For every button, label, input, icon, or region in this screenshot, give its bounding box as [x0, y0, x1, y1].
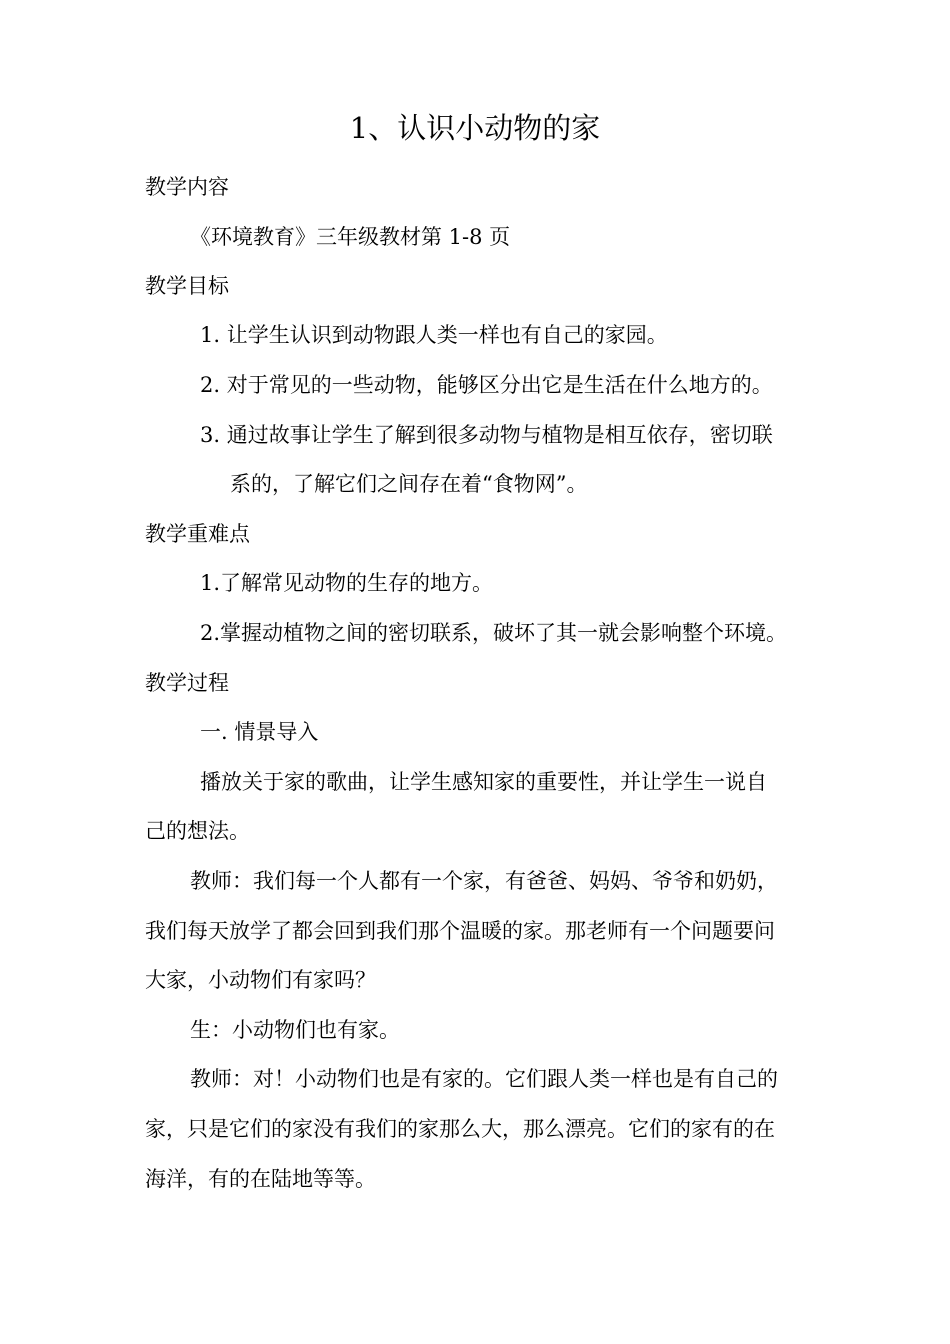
objective-item-1: 1. 让学生认识到动物跟人类一样也有自己的家园。 — [200, 323, 668, 347]
objective-item-2: 2. 对于常见的一些动物，能够区分出它是生活在什么地方的。 — [200, 373, 773, 397]
document-title: 1、认识小动物的家 — [349, 111, 601, 145]
section-heading-process: 教学过程 — [145, 671, 229, 695]
objective-item-3-continued: 系的，了解它们之间存在着“食物网”。 — [230, 472, 588, 496]
paragraph-line: 教师：对！小动物们也是有家的。它们跟人类一样也是有自己的 — [190, 1067, 778, 1091]
paragraph-line: 播放关于家的歌曲，让学生感知家的重要性，并让学生一说自 — [200, 770, 767, 794]
section-heading-content: 教学内容 — [145, 175, 229, 199]
paragraph-line: 教师：我们每一个人都有一个家，有爸爸、妈妈、爷爷和奶奶， — [190, 869, 778, 893]
paragraph-line: 我们每天放学了都会回到我们那个温暖的家。那老师有一个问题要问 — [145, 919, 775, 943]
paragraph-line: 己的想法。 — [145, 819, 250, 843]
paragraph-line: 生：小动物们也有家。 — [190, 1018, 400, 1042]
paragraph-line: 家，只是它们的家没有我们的家那么大，那么漂亮。它们的家有的在 — [145, 1117, 775, 1141]
paragraph-line: 大家，小动物们有家吗？ — [145, 968, 376, 992]
paragraph-line: 海洋，有的在陆地等等。 — [145, 1167, 376, 1191]
process-step-heading: 一. 情景导入 — [200, 720, 319, 744]
key-point-2: 2.掌握动植物之间的密切联系，破坏了其一就会影响整个环境。 — [200, 621, 788, 645]
objective-item-3: 3. 通过故事让学生了解到很多动物与植物是相互依存，密切联 — [200, 423, 773, 447]
section-heading-key-points: 教学重难点 — [145, 522, 250, 546]
content-text: 《环境教育》三年级教材第 1-8 页 — [190, 225, 511, 249]
key-point-1: 1.了解常见动物的生存的地方。 — [200, 571, 494, 595]
section-heading-objectives: 教学目标 — [145, 274, 229, 298]
